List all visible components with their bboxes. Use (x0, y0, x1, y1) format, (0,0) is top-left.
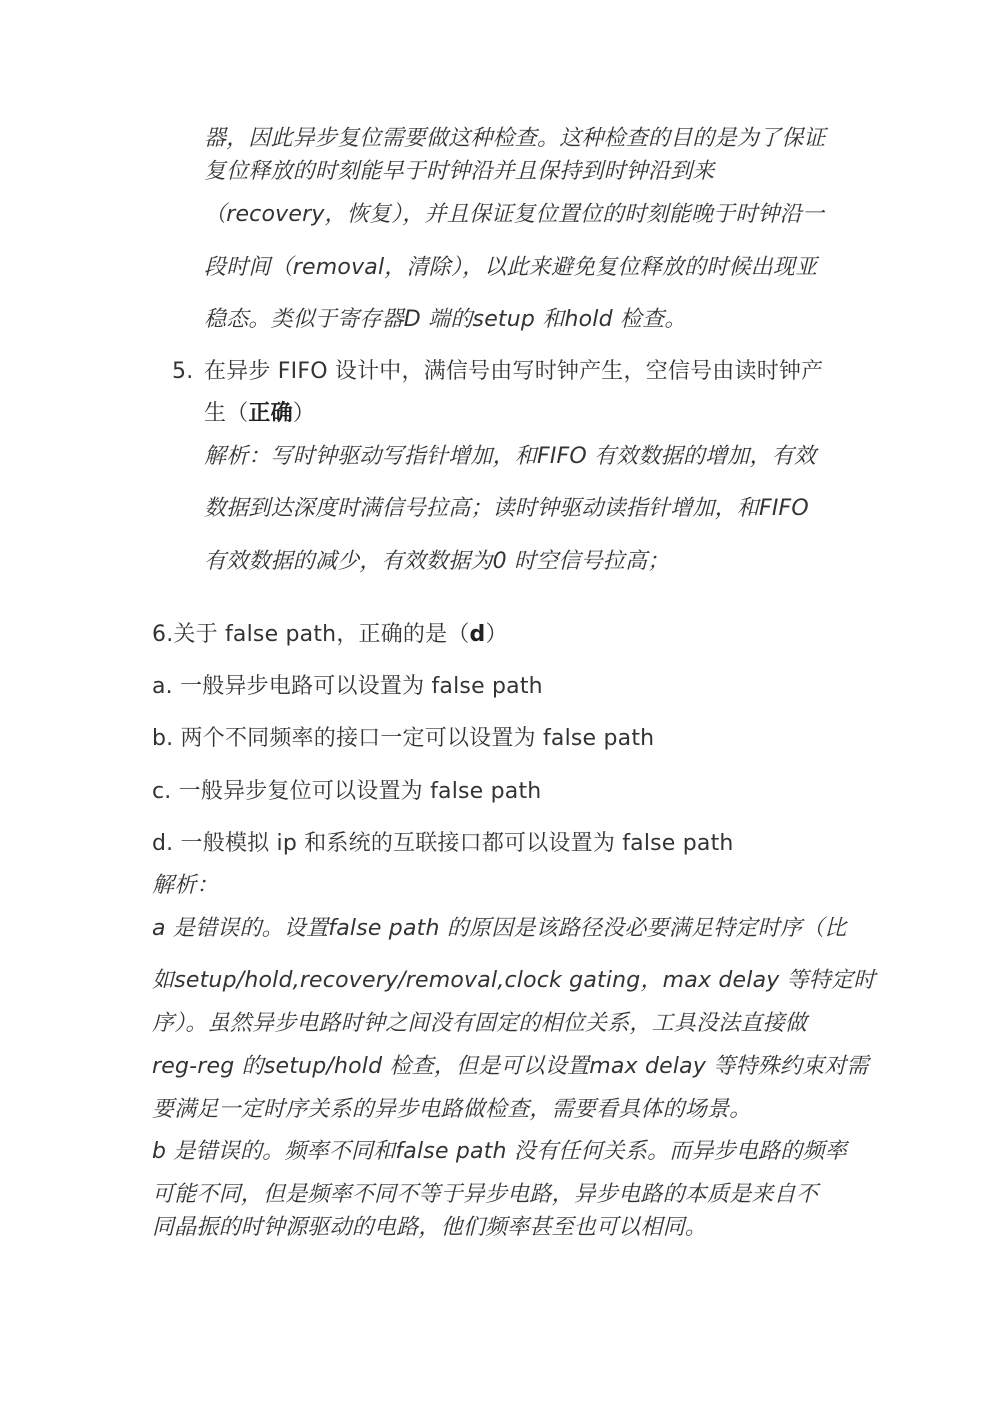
option-b: b. 两个不同频率的接口一定可以设置为 false path (152, 726, 655, 751)
explanation-line: 数据到达深度时满信号拉高；读时钟驱动读指针增加，和FIFO (204, 496, 809, 521)
answer-value: d (469, 622, 486, 647)
answer-value: 正确 (248, 401, 293, 426)
answer-prefix: 生（ (204, 401, 249, 426)
explanation-line: 解析：写时钟驱动写指针增加，和FIFO 有效数据的增加，有效 (204, 444, 817, 469)
question-number: 5. (172, 359, 194, 384)
explanation-line: reg-reg 的setup/hold 检查，但是可以设置max delay 等特殊约束对需 (152, 1054, 869, 1079)
question-text-continued (204, 399, 315, 429)
explanation-line: 要满足一定时序关系的异步电路做检查，需要看具体的场景。 (152, 1097, 752, 1122)
explanation-title: 解析： (152, 873, 219, 898)
explanation-line: b 是错误的。频率不同和false path 没有任何关系。而异步电路的频率 (152, 1139, 847, 1164)
prev-explanation-line: （recovery，恢复），并且保证复位置位的时刻能晚于时钟沿一 (204, 202, 825, 227)
prev-explanation-line: 段时间（removal，清除），以此来避免复位释放的时候出现亚 (204, 255, 818, 280)
prev-explanation-line: 稳态。类似于寄存器D 端的setup 和hold 检查。 (204, 307, 687, 332)
explanation-line: 有效数据的减少，有效数据为0 时空信号拉高； (204, 549, 670, 574)
explanation-line: 序）。虽然异步电路时钟之间没有固定的相位关系，工具没法直接做 (152, 1011, 808, 1036)
explanation-line: 如setup/hold,recovery/removal,clock gating，max delay 等特定时 (152, 968, 876, 993)
prev-explanation-line: 复位释放的时刻能早于时钟沿并且保持到时钟沿到来 (204, 159, 715, 184)
explanation-line: a 是错误的。设置false path 的原因是该路径没必要满足特定时序（比 (152, 916, 847, 941)
question-suffix: ） (485, 622, 508, 647)
explanation-line: 同晶振的时钟源驱动的电路，他们频率甚至也可以相同。 (152, 1215, 708, 1240)
question-text (152, 620, 508, 650)
explanation-line: 可能不同，但是频率不同不等于异步电路，异步电路的本质是来自不 (152, 1182, 819, 1207)
option-c: c. 一般异步复位可以设置为 false path (152, 779, 542, 804)
option-a: a. 一般异步电路可以设置为 false path (152, 674, 543, 699)
question-prefix: 6.关于 false path，正确的是（ (152, 622, 470, 647)
answer-suffix: ） (292, 401, 316, 426)
option-d: d. 一般模拟 ip 和系统的互联接口都可以设置为 false path (152, 831, 734, 856)
question-text: 在异步 FIFO 设计中，满信号由写时钟产生，空信号由读时钟产 (204, 359, 824, 384)
prev-explanation-line: 器，因此异步复位需要做这种检查。这种检查的目的是为了保证 (204, 126, 826, 151)
